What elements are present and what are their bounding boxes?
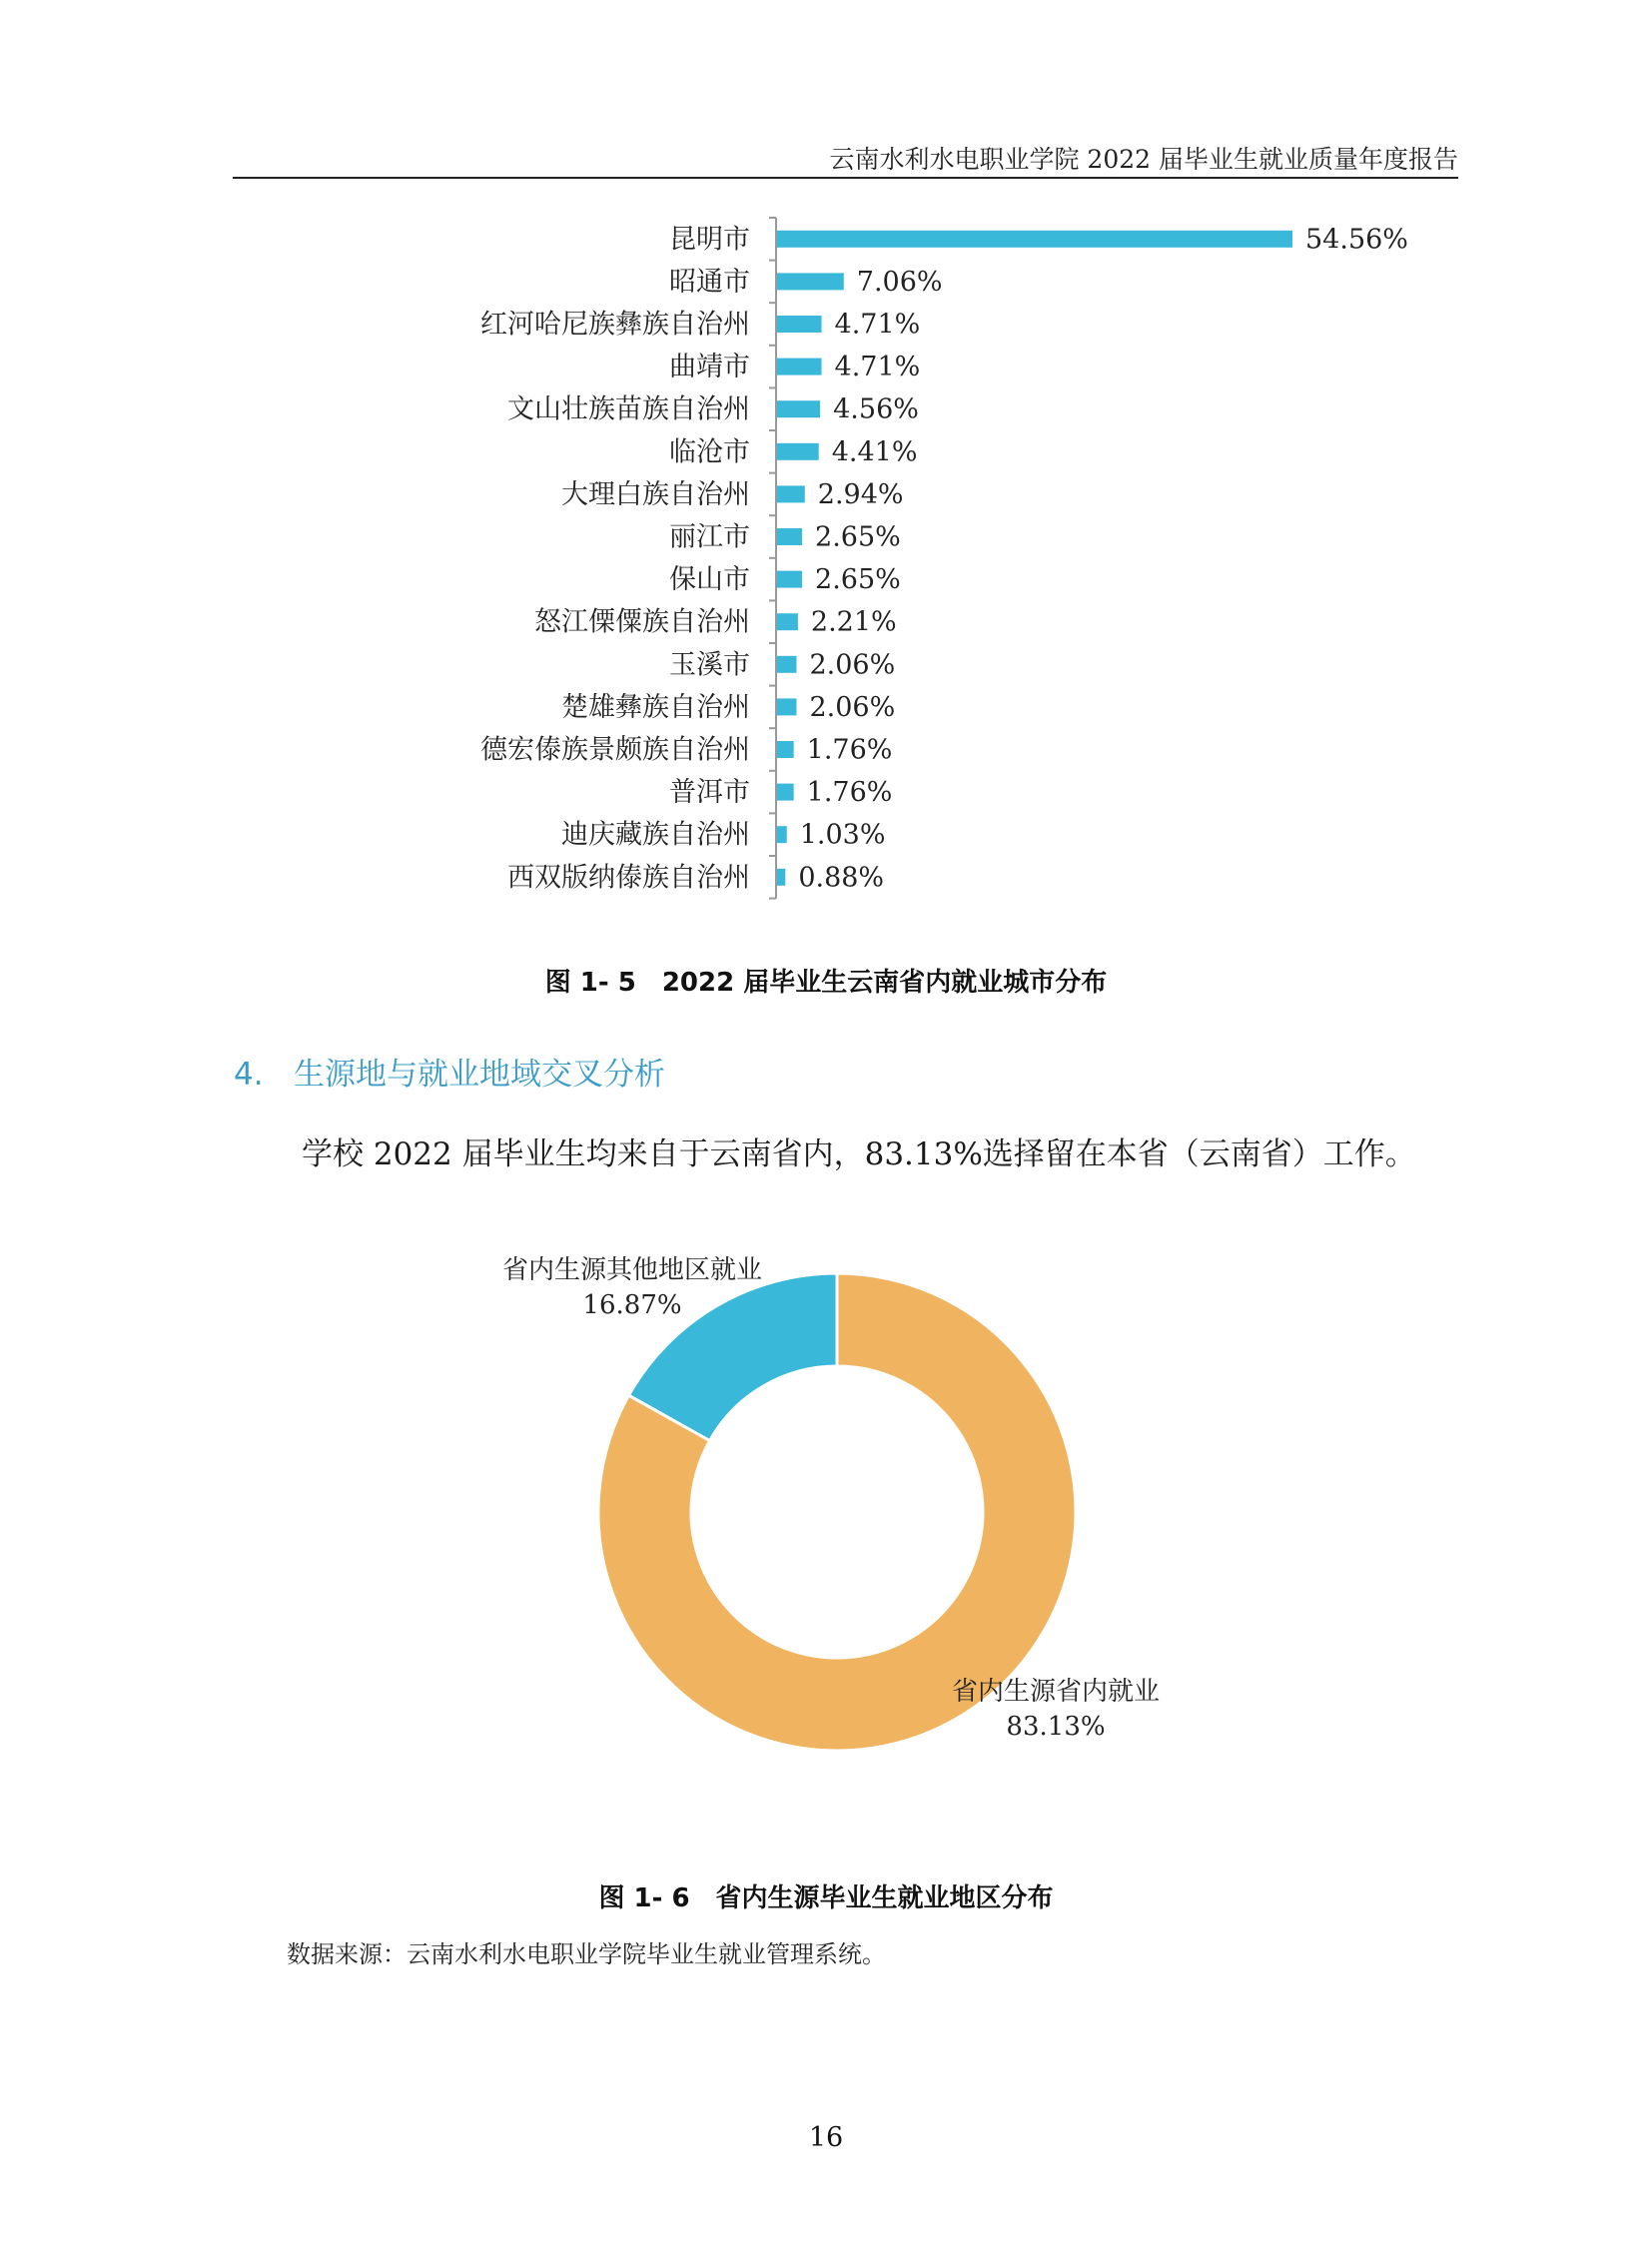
value-label: 2.94%: [817, 478, 904, 510]
bar: [777, 528, 802, 545]
value-label: 1.76%: [806, 734, 893, 766]
value-label: 2.65%: [815, 564, 901, 596]
bar: [777, 571, 802, 588]
value-label: 4.56%: [833, 393, 919, 425]
value-label: 1.76%: [806, 777, 893, 809]
bar: [777, 485, 805, 502]
figure-1-5-caption: 图 1- 5 2022 届毕业生云南省内就业城市分布: [544, 968, 1108, 998]
bar: [777, 656, 796, 673]
running-header: 云南水利水电职业学院 2022 届毕业生就业质量年度报告: [829, 145, 1458, 174]
city-distribution-bar-chart: [0, 200, 1652, 919]
category-label: 保山市: [669, 564, 750, 596]
bar: [777, 741, 794, 758]
bar: [777, 273, 844, 290]
category-label: 临沧市: [669, 436, 750, 468]
category-label: 文山壮族苗族自治州: [507, 393, 750, 425]
value-label: 1.03%: [799, 819, 886, 851]
value-label: 7.06%: [856, 266, 943, 298]
bar: [777, 400, 820, 417]
category-label: 曲靖市: [669, 352, 750, 383]
category-label: 楚雄彝族自治州: [561, 691, 750, 723]
value-label: 0.88%: [798, 862, 885, 894]
bar: [777, 231, 1292, 248]
value-label: 54.56%: [1305, 224, 1408, 256]
category-label: 普洱市: [669, 777, 750, 809]
category-label: 迪庆藏族自治州: [561, 819, 750, 851]
value-label: 2.06%: [809, 691, 896, 723]
value-label: 4.41%: [831, 436, 918, 468]
header-rule: [233, 177, 1458, 179]
bar: [777, 826, 787, 843]
category-label: 怒江傈僳族自治州: [534, 606, 750, 638]
category-label: 玉溪市: [669, 649, 750, 681]
slice-value-label: 83.13%: [1006, 1712, 1106, 1742]
value-label: 2.06%: [809, 649, 896, 681]
bar: [777, 443, 819, 460]
bar: [777, 784, 794, 801]
slice-value-label: 16.87%: [582, 1290, 682, 1320]
category-label: 丽江市: [669, 521, 750, 553]
value-label: 2.21%: [810, 606, 897, 638]
category-label: 昭通市: [669, 266, 750, 298]
category-label: 西双版纳傣族自治州: [507, 862, 750, 894]
bar: [777, 698, 796, 715]
section-title: 生源地与就业地域交叉分析: [294, 1057, 665, 1093]
data-source-note: 数据来源：云南水利水电职业学院毕业生就业管理系统。: [287, 1940, 886, 1968]
category-label: 德宏傣族景颇族自治州: [480, 734, 750, 766]
category-label: 昆明市: [669, 224, 750, 256]
value-label: 2.65%: [815, 521, 901, 553]
value-label: 4.71%: [834, 352, 921, 383]
category-label: 红河哈尼族彝族自治州: [480, 309, 750, 341]
page-number: 16: [808, 2122, 844, 2153]
section-number: 4.: [234, 1057, 264, 1093]
bar: [777, 359, 822, 375]
slice-name-label: 省内生源省内就业: [951, 1677, 1161, 1707]
category-label: 大理白族自治州: [561, 478, 750, 510]
bar: [777, 316, 822, 333]
region-distribution-donut-chart: [0, 1218, 1652, 1798]
body-paragraph: 学校 2022 届毕业生均来自于云南省内，83.13%选择留在本省（云南省）工作。: [302, 1136, 1416, 1172]
figure-1-6-caption: 图 1- 6 省内生源毕业生就业地区分布: [598, 1883, 1054, 1913]
value-label: 4.71%: [834, 309, 921, 341]
section-heading: [234, 1049, 665, 1094]
bar: [777, 869, 785, 886]
slice-name-label: 省内生源其他地区就业: [501, 1255, 763, 1285]
bar: [777, 613, 798, 630]
